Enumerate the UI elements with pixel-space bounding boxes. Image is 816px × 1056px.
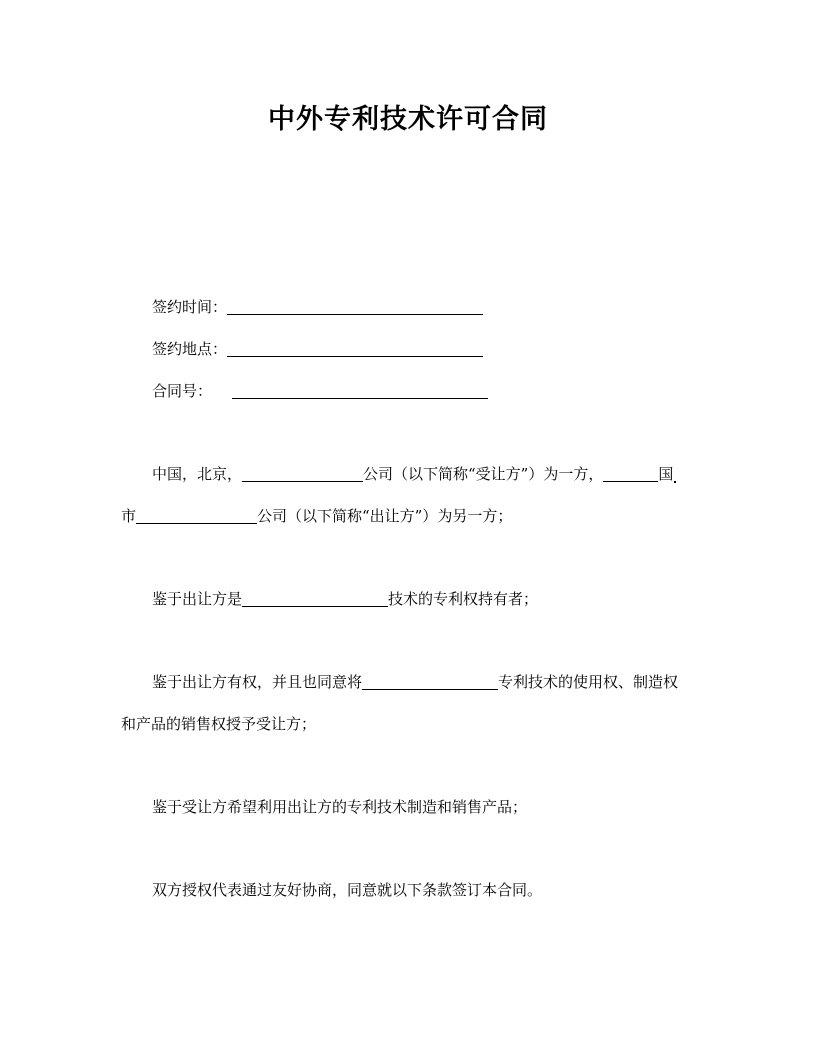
contract-no-label: 合同号： <box>152 382 213 400</box>
parties-text-4: 市 <box>121 507 137 525</box>
contract-no-blank <box>232 382 488 399</box>
sign-time-row <box>152 297 483 317</box>
agreement-text: 双方授权代表通过友好协商，同意就以下条款签订本合同。 <box>152 881 543 899</box>
parties-text-5: 公司（以下简称“出让方”）为另一方； <box>257 507 513 525</box>
licensee-company-blank <box>242 465 363 482</box>
parties-line-2 <box>121 506 512 526</box>
whereas-2-line-1 <box>152 672 678 692</box>
whereas-2-line-2 <box>121 714 316 734</box>
sign-place-row <box>152 339 483 359</box>
whereas-2-text-1: 鉴于出让方有权，并且也同意将 <box>152 673 363 691</box>
sign-time-label: 签约时间： <box>152 298 228 316</box>
patent-technology-blank <box>362 673 498 690</box>
dot-mark <box>674 481 676 483</box>
agreement-statement <box>152 880 542 900</box>
licensor-country-blank <box>603 465 658 482</box>
whereas-1-text-2: 技术的专利权持有者； <box>388 590 539 608</box>
parties-line-1 <box>152 464 676 484</box>
licensor-company-blank <box>136 507 257 524</box>
parties-text-2: 公司（以下简称“受让方”）为一方， <box>363 465 604 483</box>
whereas-2-text-2: 专利技术的使用权、制造权 <box>498 673 679 691</box>
sign-time-blank <box>227 298 483 315</box>
sign-place-blank <box>227 340 483 357</box>
parties-text-1: 中国，北京， <box>152 465 243 483</box>
contract-no-row <box>152 381 488 401</box>
whereas-3-text: 鉴于受让方希望利用出让方的专利技术制造和销售产品； <box>152 798 528 816</box>
whereas-1-text-1: 鉴于出让方是 <box>152 590 243 608</box>
whereas-3 <box>152 797 527 817</box>
whereas-1 <box>152 589 538 609</box>
sign-place-label: 签约地点： <box>152 340 228 358</box>
technology-name-blank <box>242 590 388 607</box>
whereas-2-text-3: 和产品的销售权授予受让方； <box>121 715 317 733</box>
parties-text-3: 国 <box>658 465 674 483</box>
document-title: 中外专利技术许可合同 <box>268 104 548 135</box>
